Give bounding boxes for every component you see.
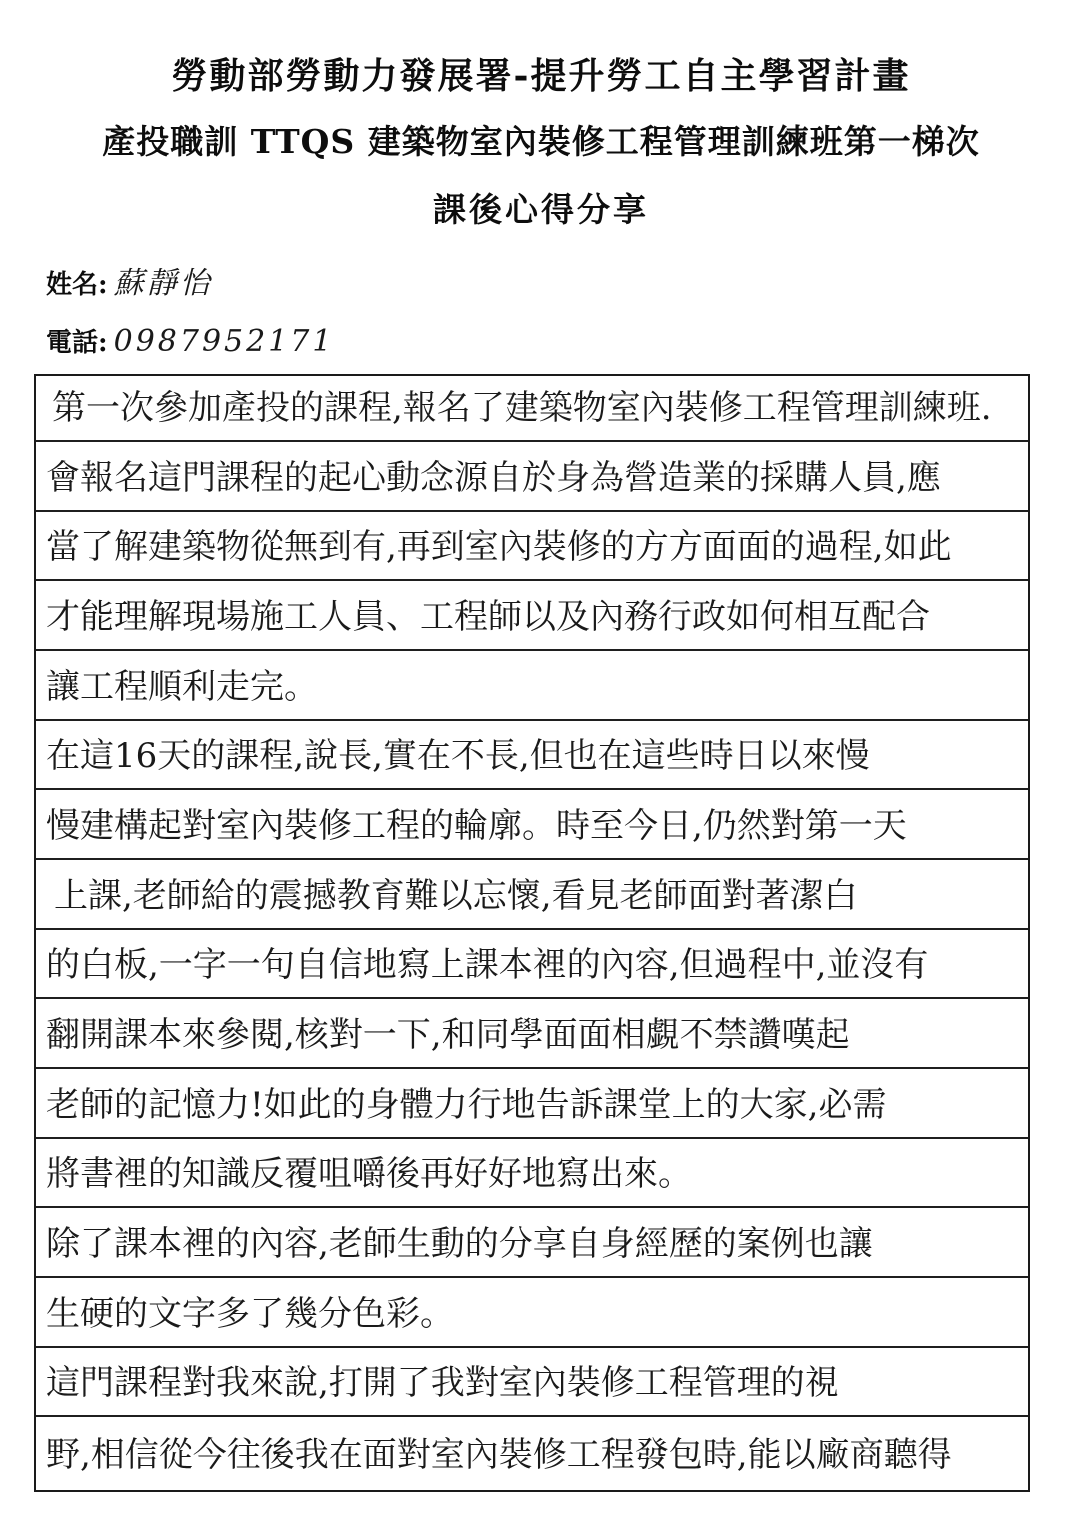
- ruled-line: [36, 794, 1028, 860]
- essay-line: 第一次參加產投的課程,報名了建築物室內裝修工程管理訓練班.: [52, 388, 992, 428]
- essay-line: 才能理解現場施工人員、工程師以及內務行政如何相互配合: [46, 597, 930, 637]
- ruled-line: [36, 585, 1028, 651]
- essay-line: 當了解建築物從無到有,再到室內裝修的方方面面的過程,如此: [46, 527, 952, 567]
- ruled-line: [36, 446, 1028, 512]
- ruled-line: [36, 724, 1028, 790]
- essay-line: 生硬的文字多了幾分色彩。: [46, 1294, 454, 1334]
- course-title: 產投職訓 TTQS 建築物室內裝修工程管理訓練班第一梯次: [102, 122, 980, 161]
- ruled-line: [36, 1351, 1028, 1417]
- ruled-line: [36, 1212, 1028, 1278]
- essay-line: 將書裡的知識反覆咀嚼後再好好地寫出來。: [46, 1154, 692, 1194]
- essay-line: 上課,老師給的震撼教育難以忘懷,看見老師面對著潔白: [54, 876, 858, 916]
- phone-field: [46, 322, 334, 359]
- ruled-line: [36, 864, 1028, 930]
- program-title: 勞動部勞動力發展署-提升勞工自主學習計畫: [171, 55, 911, 97]
- ruled-line: [36, 1421, 1028, 1487]
- ruled-writing-sheet: [34, 374, 1030, 1492]
- name-label: 姓名:: [46, 270, 108, 300]
- essay-line: 老師的記憶力!如此的身體力行地告訴課堂上的大家,必需: [46, 1085, 887, 1125]
- essay-line: 慢建構起對室內裝修工程的輪廓。時至今日,仍然對第一天: [46, 806, 907, 846]
- essay-line: 除了課本裡的內容,老師生動的分享自身經歷的案例也讓: [46, 1224, 873, 1264]
- phone-value: 0987952171: [113, 324, 335, 359]
- ruled-line: [36, 1003, 1028, 1069]
- essay-line: 的白板,一字一句自信地寫上課本裡的內容,但過程中,並沒有: [46, 945, 929, 985]
- ruled-line: [36, 655, 1028, 721]
- essay-line: 會報名這門課程的起心動念源自於身為營造業的採購人員,應: [46, 458, 941, 498]
- phone-label: 電話:: [46, 328, 108, 358]
- essay-line: 在這16天的課程,說長,實在不長,但也在這些時日以來慢: [46, 736, 870, 776]
- ruled-line: [36, 1282, 1028, 1348]
- name-value: 蘇靜怡: [113, 266, 213, 301]
- name-field: [46, 258, 213, 302]
- reflection-heading: 課後心得分享: [433, 190, 649, 229]
- essay-line: 這門課程對我來說,打開了我對室內裝修工程管理的視: [46, 1363, 839, 1403]
- ruled-line: [36, 376, 1028, 442]
- ruled-line: [36, 1073, 1028, 1139]
- essay-line: 野,相信從今往後我在面對室內裝修工程發包時,能以廠商聽得: [46, 1435, 952, 1475]
- ruled-line: [36, 933, 1028, 999]
- essay-line: 翻開課本來參閱,核對一下,和同學面面相覷不禁讚嘆起: [46, 1015, 850, 1055]
- ruled-line: [36, 515, 1028, 581]
- ruled-line: [36, 1142, 1028, 1208]
- essay-line: 讓工程順利走完。: [46, 667, 318, 707]
